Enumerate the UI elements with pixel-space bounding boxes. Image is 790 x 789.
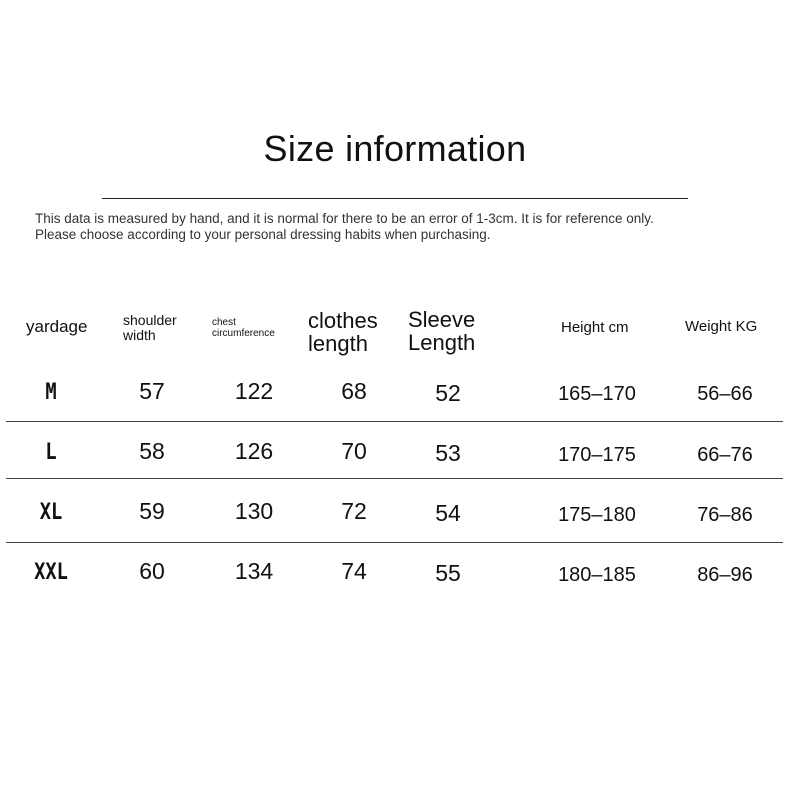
size-cell: L [45, 440, 57, 465]
header-clothes-length [308, 309, 378, 355]
chest-cell: 134 [234, 558, 274, 584]
header-clothes-line1: clothes [308, 308, 378, 333]
row-divider [6, 542, 783, 543]
header-sleeve-line1: Sleeve [408, 307, 476, 332]
height-cell: 170–175 [558, 444, 636, 466]
disclaimer-line-1: This data is measured by hand, and it is normal for there to be an error of 1-3cm. It is for reference only. [35, 211, 654, 226]
chest-cell: 130 [234, 498, 274, 524]
size-cell: XXL [34, 560, 68, 585]
weight-cell: 66–76 [697, 444, 753, 466]
shoulder-cell: 58 [139, 438, 165, 464]
header-weight [685, 319, 757, 335]
header-yardage-label: yardage [26, 317, 88, 336]
length-cell: 74 [341, 558, 367, 584]
chest-cell: 122 [234, 378, 274, 404]
title-divider [102, 198, 688, 199]
shoulder-cell: 60 [139, 558, 165, 584]
row-divider [6, 478, 783, 479]
header-chest-line2: circumference [212, 327, 275, 339]
length-cell: 70 [341, 438, 367, 464]
height-cell: 180–185 [558, 564, 636, 586]
header-clothes-line2: length [308, 331, 368, 357]
sleeve-cell: 54 [435, 500, 461, 526]
height-cell: 175–180 [558, 504, 636, 526]
header-sleeve-length [408, 308, 475, 354]
header-chest-circumference [212, 318, 275, 339]
header-chest-line1: chest [212, 317, 236, 328]
sleeve-cell: 53 [435, 440, 461, 466]
disclaimer-line-2: Please choose according to your personal dressing habits when purchasing. [35, 227, 491, 242]
row-divider [6, 421, 783, 422]
height-cell: 165–170 [558, 383, 636, 405]
weight-cell: 86–96 [697, 564, 753, 586]
header-shoulder-width [123, 313, 177, 342]
shoulder-cell: 57 [139, 378, 165, 404]
weight-cell: 56–66 [697, 383, 753, 405]
header-sleeve-line2: Length [408, 330, 476, 356]
sleeve-cell: 52 [435, 380, 461, 406]
header-shoulder-line2: width [123, 326, 156, 343]
weight-cell: 76–86 [697, 504, 753, 526]
header-shoulder-line1: shoulder [123, 312, 177, 328]
sleeve-cell: 55 [435, 560, 461, 586]
header-yardage [26, 318, 87, 336]
length-cell: 72 [341, 498, 367, 524]
page-title: Size information [263, 128, 527, 169]
size-cell: XL [39, 500, 63, 525]
header-weight-label: Weight KG [685, 318, 758, 335]
size-cell: M [45, 380, 57, 405]
header-height-label: Height cm [561, 319, 629, 336]
chest-cell: 126 [234, 438, 274, 464]
length-cell: 68 [341, 378, 367, 404]
header-height [561, 320, 629, 336]
shoulder-cell: 59 [139, 498, 165, 524]
